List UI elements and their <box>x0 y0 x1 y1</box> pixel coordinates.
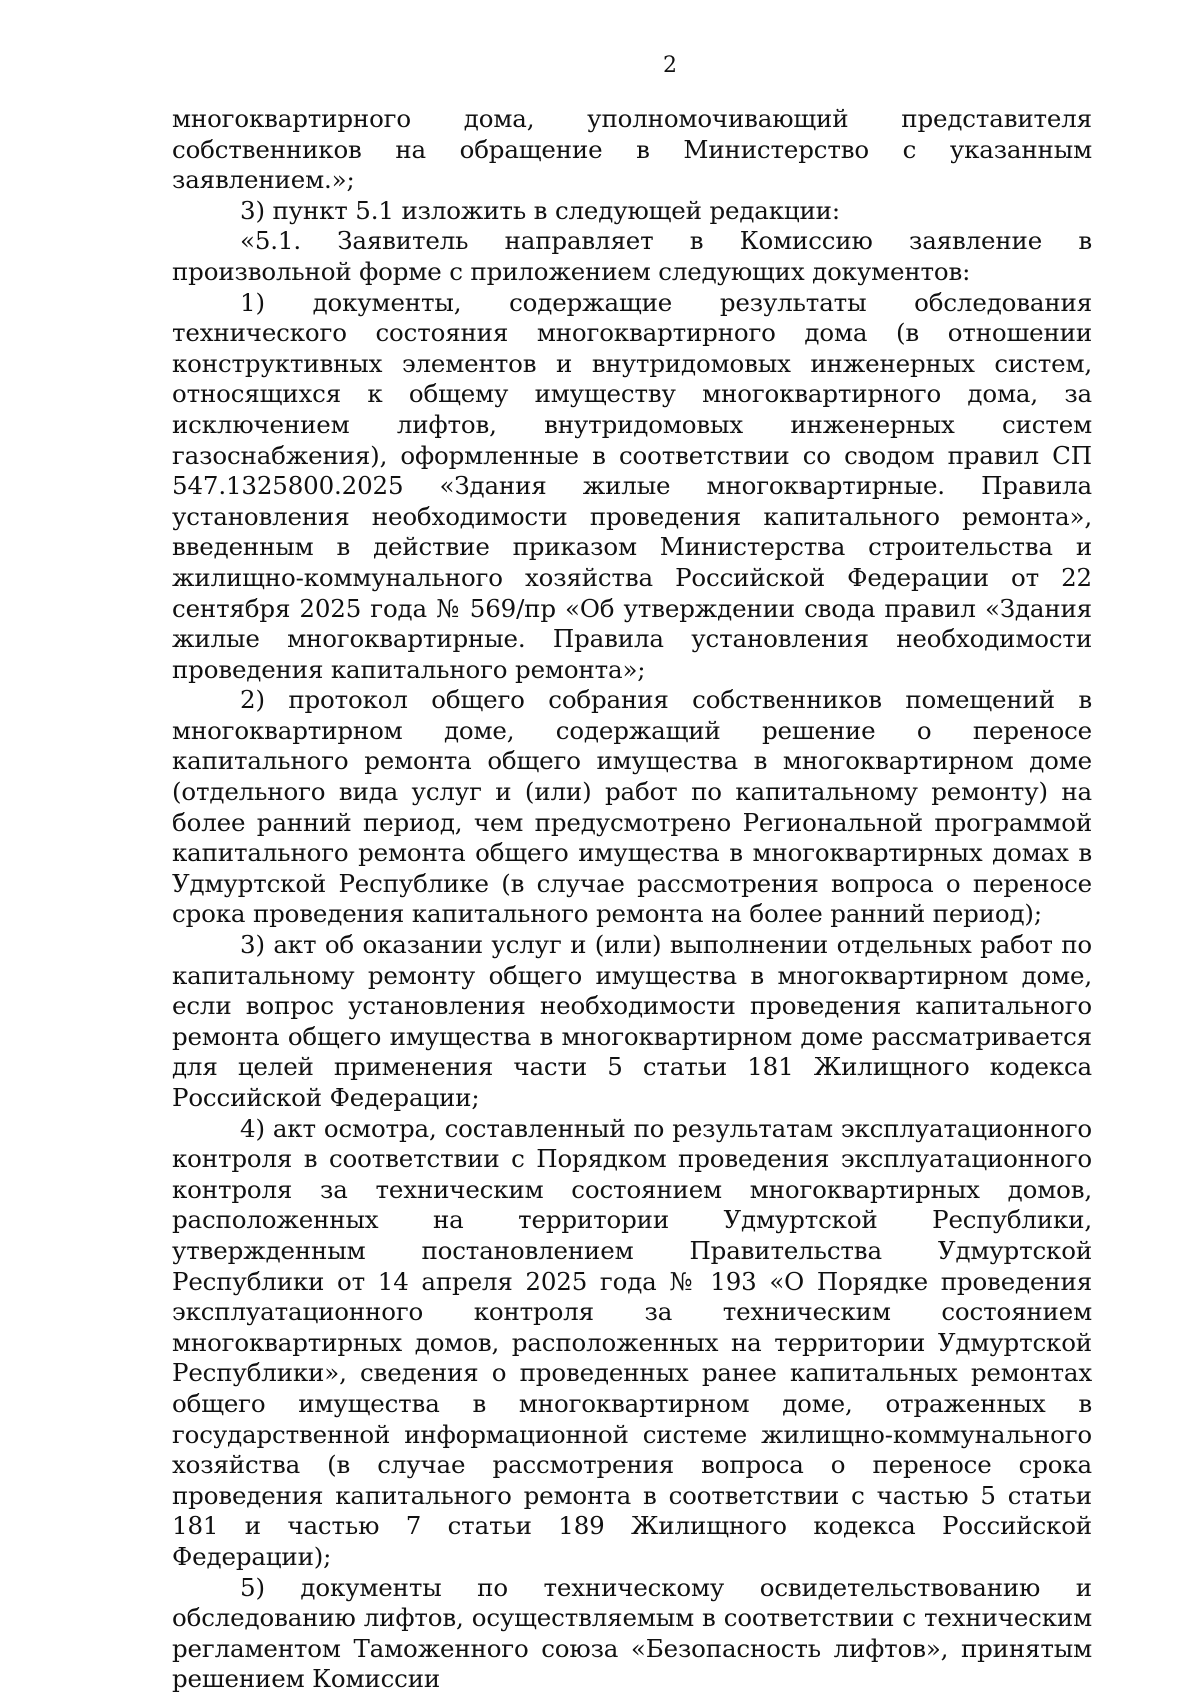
paragraph-clause-5-1: «5.1. Заявитель направляет в Комиссию заявление в произвольной форме с приложением следующих документов: <box>172 226 1092 286</box>
page-number: 2 <box>663 53 677 78</box>
paragraph-list-item-4: 4) акт осмотра, составленный по результатам эксплуатационного контроля в соответствии с Порядком проведения эксплуатационного контроля за техническим состоянием многоквартирных домов, расположенных на территории Удмуртской Республики, утвержденным постановлением Правительства Удмуртской Республики от 14 апреля 2025 года № 193 «О Порядке проведения эксплуатационного контроля за техническим состоянием многоквартирных домов, расположенных на территории Удмуртской Республики», сведения о проведенных ранее капитальных ремонтах общего имущества в многоквартирном доме, отраженных в государственной информационной системе жилищно-коммунального хозяйства (в случае рассмотрения вопроса о переносе срока проведения капитального ремонта в соответствии с частью 5 статьи 181 и частью 7 статьи 189 Жилищного кодекса Российской Федерации); <box>172 1113 1092 1571</box>
document-body <box>172 104 1092 1695</box>
paragraph-amendment-item-3: 3) пункт 5.1 изложить в следующей редакции: <box>240 195 840 225</box>
paragraph-list-item-3: 3) акт об оказании услуг и (или) выполнении отдельных работ по капитальному ремонту общего имущества в многоквартирном доме, если вопрос установления необходимости проведения капитального ремонта общего имущества в многоквартирном доме рассматривается для целей применения части 5 статьи 181 Жилищного кодекса Российской Федерации; <box>172 930 1092 1112</box>
paragraph-list-item-2: 2) протокол общего собрания собственников помещений в многоквартирном доме, содержащий решение о переносе капитального ремонта общего имущества в многоквартирном доме (отдельного вида услуг и (или) работ по капитальному ремонту) на более ранний период, чем предусмотрено Региональной программой капитального ремонта общего имущества в многоквартирных домах в Удмуртской Республике (в случае рассмотрения вопроса о переносе срока проведения капитального ремонта на более ранний период); <box>172 685 1092 929</box>
paragraph-list-item-5: 5) документы по техническому освидетельствованию и обследованию лифтов, осуществляемым в соответствии с техническим регламентом Таможенного союза «Безопасность лифтов», принятым решением Комиссии <box>172 1572 1092 1694</box>
paragraph-list-item-1: 1) документы, содержащие результаты обследования технического состояния многоквартирного дома (в отношении конструктивных элементов и внутридомовых инженерных систем, относящихся к общему имуществу многоквартирного дома, за исключением лифтов, внутридомовых инженерных систем газоснабжения), оформленные в соответствии со сводом правил СП 547.1325800.2025 «Здания жилые многоквартирные. Правила установления необходимости проведения капитального ремонта», введенным в действие приказом Министерства строительства и жилищно-коммунального хозяйства Российской Федерации от 22 сентября 2025 года № 569/пр «Об утверждении свода правил «Здания жилые многоквартирные. Правила установления необходимости проведения капитального ремонта»; <box>172 287 1092 684</box>
paragraph-continuation: многоквартирного дома, уполномочивающий представителя собственников на обращение в Министерство с указанным заявлением.»; <box>172 104 1092 195</box>
